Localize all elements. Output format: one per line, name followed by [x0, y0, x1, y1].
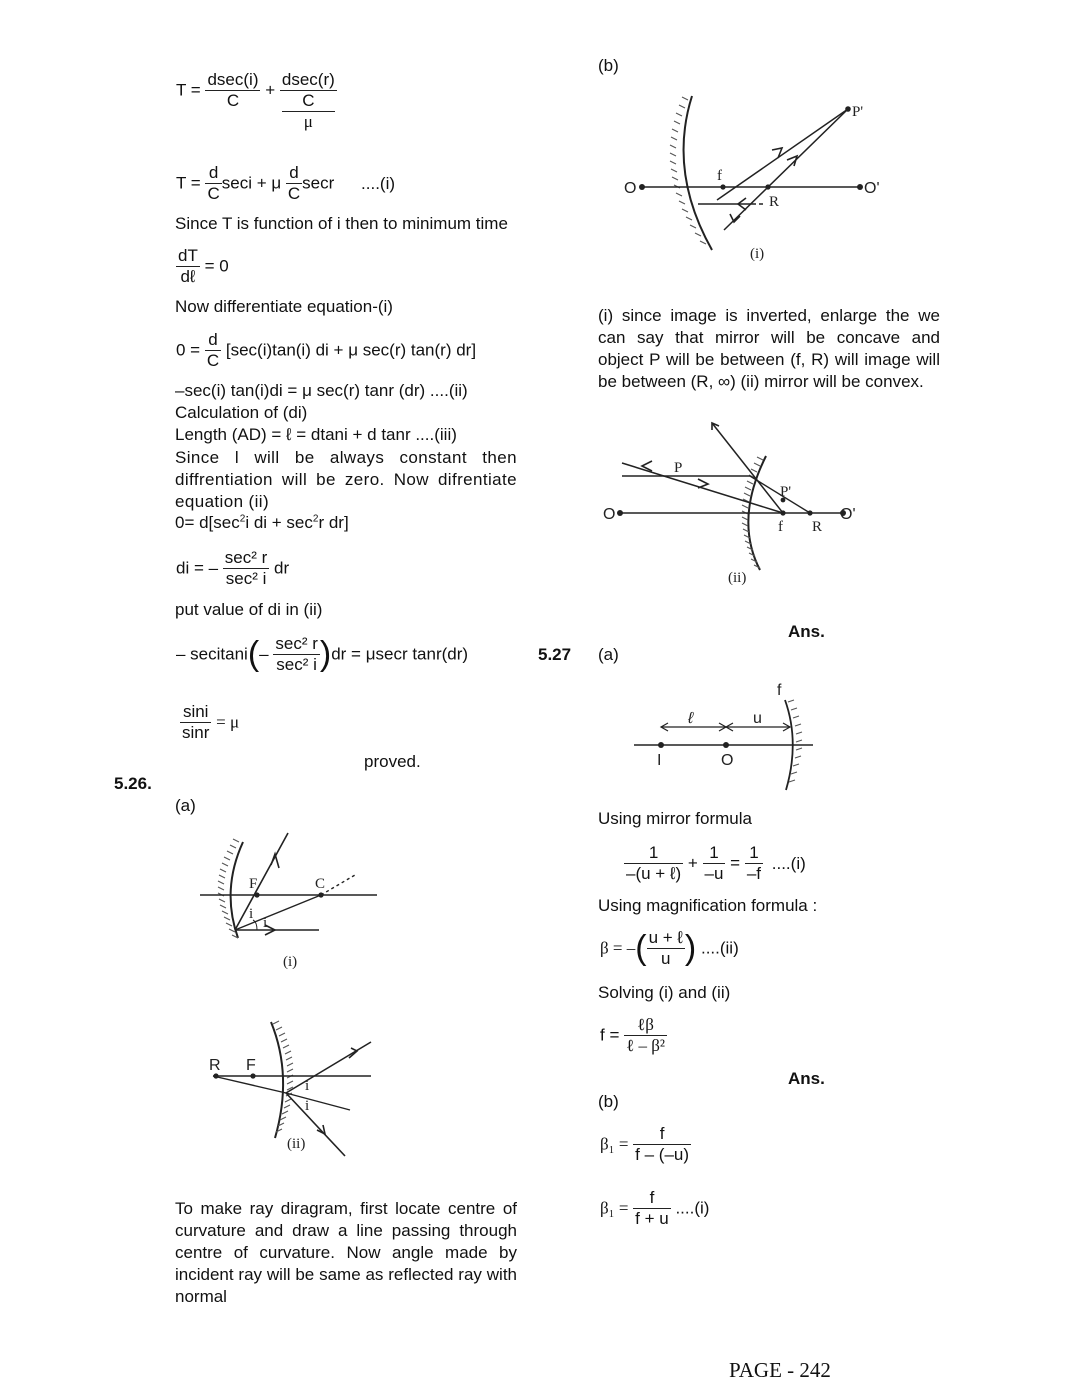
equation-time-1: T = $\frac{dsec(i)}{C}$ + dsec(r) C μ	[176, 70, 335, 131]
label-O-prime: O'	[840, 506, 856, 523]
caption: (ii)	[287, 1136, 306, 1152]
label-i: i	[249, 906, 254, 922]
label-i: i	[305, 1098, 310, 1114]
text-line: put value of di in (ii)	[175, 600, 323, 619]
caption: (ii)	[728, 570, 747, 586]
part-label: (a)	[598, 645, 619, 664]
equation-substituted: – secitani(– $\frac{\text{sec² r}}{\text{sec² i}}$ )dr = μsecr tanr(dr)	[176, 634, 469, 674]
focus-point	[254, 892, 259, 897]
question-number: 5.26.	[114, 774, 152, 793]
focus-point	[720, 184, 725, 189]
label-P-prime: P'	[852, 104, 864, 120]
mirror-surface	[271, 1021, 293, 1138]
equation-iii: Length (AD) = ℓ = dtani + d tanr ....(iii)	[175, 425, 457, 444]
caption: (i)	[750, 246, 765, 262]
answer-label: Ans.	[788, 622, 825, 641]
arrow-head	[698, 479, 708, 488]
proved-label: proved.	[364, 752, 421, 771]
text-line: Using mirror formula	[598, 809, 752, 828]
label-R: R	[209, 1057, 221, 1074]
label-I: I	[657, 752, 662, 769]
point-O	[639, 184, 645, 190]
part-label: (b)	[598, 56, 619, 75]
label-O: O	[721, 752, 734, 769]
normal-line	[213, 1076, 286, 1093]
label-f: f	[717, 168, 722, 184]
text-line: Using magnification formula :	[598, 896, 818, 915]
equation-time-2: T = $\frac{d}{C}$ seci + μ $\frac{d}{C}$ secr ....(i)	[176, 163, 396, 203]
page-number: PAGE - 242	[729, 1358, 831, 1382]
diagram-convex-mirror-ii	[205, 1018, 395, 1168]
diagram-concave-image-i	[620, 92, 890, 267]
label-O-prime: O'	[864, 180, 880, 197]
label-u: u	[753, 710, 762, 727]
label-i: i	[305, 1078, 310, 1094]
equation-mirror-formula: $\frac{1}{\text{–(u + ℓ)}}$ + $\frac{1}{-u}$ = $\frac{1}{-f}$ ....(i)	[626, 843, 806, 883]
image-point	[658, 742, 664, 748]
equation-focal-length: f = $\frac{\text{ℓβ}}{\text{ℓ – β²}}$	[600, 1015, 665, 1055]
mirror-surface	[670, 96, 712, 250]
question-number: 5.27	[538, 645, 572, 664]
incident-ray	[286, 1042, 371, 1093]
text-line: Now differentiate equation-(i)	[175, 297, 393, 316]
focus-point	[250, 1073, 255, 1078]
equation-differential: $0= d[\sec^2i$ di + $\sec^2r$ dr]	[175, 513, 349, 532]
incident-ray	[235, 833, 288, 930]
label-f: f	[778, 519, 783, 535]
part-label: (b)	[598, 1092, 619, 1111]
label-l: ℓ	[688, 710, 694, 727]
label-P-prime: P'	[780, 484, 792, 500]
label-C: C	[315, 876, 326, 892]
equation-ii: –sec(i) tan(i)di = μ sec(r) tanr (dr) ....(ii)	[175, 381, 468, 400]
paragraph: To make ray diragram, first locate centre of curvature and draw a line passing through centre of curvature. Now angle made by incident ray will be same as reflected ray with normal	[175, 1199, 517, 1306]
paragraph: (i) since image is inverted, enlarge the we can say that mirror will be concave and object P will be between (f, R) will image will be between (R, ∞) (ii) mirror will be convex.	[598, 306, 940, 391]
extension-dashed	[321, 875, 355, 895]
answer-label: Ans.	[788, 1069, 825, 1088]
point-O	[617, 510, 623, 516]
centre-point	[318, 892, 323, 897]
point-O-prime	[857, 184, 863, 190]
label-F: F	[249, 876, 258, 892]
ray-2	[724, 109, 848, 230]
equation-beta1-b: β₁ = $\frac{f}{f + u}$ ....(i)	[600, 1188, 710, 1228]
label-O: O	[624, 180, 637, 197]
ray-steep	[712, 423, 783, 513]
normal-line	[235, 895, 321, 930]
label-i: i	[263, 915, 268, 931]
centre-point	[213, 1073, 218, 1078]
diagram-object-image-mirror	[630, 680, 830, 800]
part-label: (a)	[175, 796, 196, 815]
paragraph: Since l will be always constant then diffrentiation will be zero. Now difrentiate equation (ii)	[175, 448, 517, 511]
text-line: Calculation of (di)	[175, 403, 308, 422]
diagram-convex-image-ii	[600, 420, 860, 590]
arrow-head	[271, 854, 279, 868]
label-f: f	[777, 682, 782, 699]
equation-beta1-a: β₁ = $\frac{f}{f - (-u)}$	[600, 1124, 690, 1164]
equation-dT-dl: $\frac{dT}{\text{dℓ}}$ = 0	[178, 246, 229, 286]
equation-snell: $\frac{\sin i}{\sin r}$ = μ	[182, 702, 240, 742]
normal-extension	[286, 1093, 350, 1110]
label-P: P	[674, 460, 683, 476]
equation-di: di = – $\frac{\text{sec² r}}{\text{sec² i}}$ dr	[176, 548, 290, 588]
equation-magnification: β = –( $\frac{\text{u + ℓ}}{u}$ ) ....(ii)	[600, 928, 739, 968]
label-R: R	[769, 194, 780, 210]
image-point	[845, 106, 851, 112]
label-F: F	[246, 1057, 256, 1074]
text-line: Since T is function of i then to minimum time	[175, 214, 508, 233]
object-point	[723, 742, 729, 748]
text-line: Solving (i) and (ii)	[598, 983, 731, 1002]
caption: (i)	[283, 954, 298, 970]
equation-differentiated: 0 = $\frac{d}{C}$ [sec(i)tan(i) di + μ sec(r) tan(r) dr]	[176, 330, 477, 370]
diagram-concave-mirror-i	[195, 830, 395, 980]
label-O: O	[603, 506, 616, 523]
label-R: R	[812, 519, 823, 535]
